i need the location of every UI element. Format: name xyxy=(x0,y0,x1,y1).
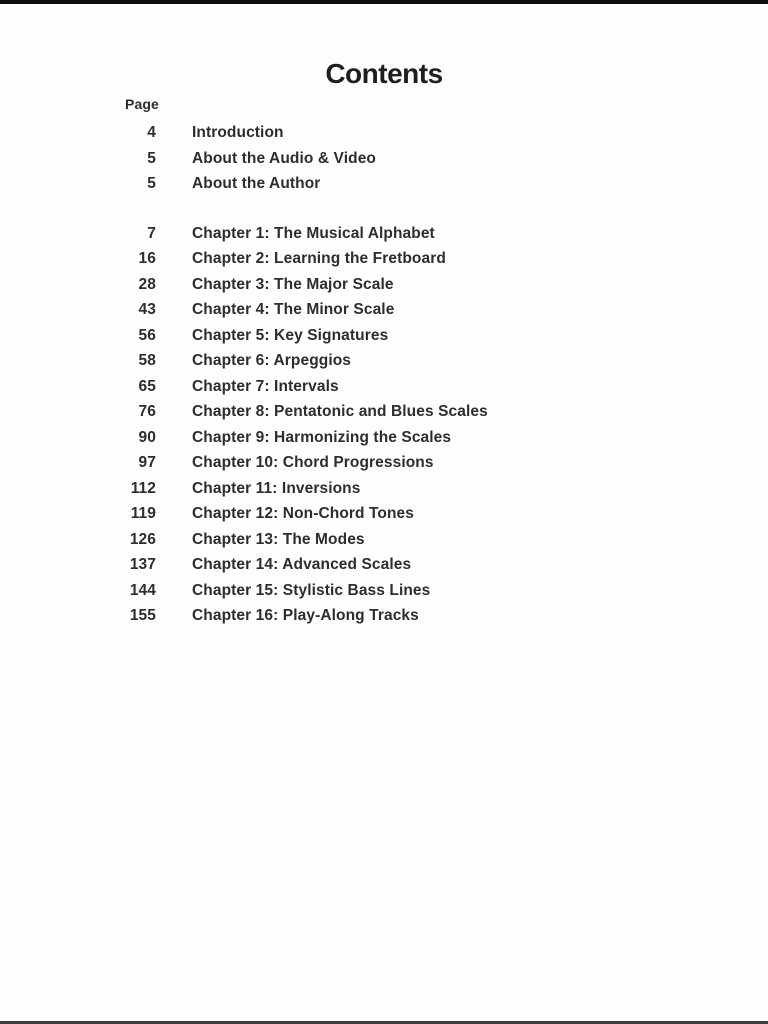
toc-entry xyxy=(96,374,488,400)
toc-entry-page-number: 43 xyxy=(138,301,156,318)
toc-entry-title: Chapter 5: Key Signatures xyxy=(192,326,389,344)
toc-entry xyxy=(96,501,488,527)
toc-entry-page-number: 4 xyxy=(147,124,156,141)
toc-entry xyxy=(96,221,488,247)
toc-entry-page-number: 119 xyxy=(130,505,156,522)
toc-entry-title: About the Audio & Video xyxy=(192,149,376,167)
toc-entry-page-number: 76 xyxy=(138,403,156,420)
toc-entry xyxy=(96,425,488,451)
toc-entry-page-number: 112 xyxy=(130,479,156,497)
front-matter-list xyxy=(96,120,488,197)
toc-entry-page-number: 16 xyxy=(138,250,156,267)
page-title: Contents xyxy=(325,57,443,89)
toc-entry-title: Chapter 4: The Minor Scale xyxy=(192,301,395,318)
toc-entry xyxy=(96,146,488,172)
toc-entry xyxy=(96,297,488,323)
toc-entry-title: Chapter 1: The Musical Alphabet xyxy=(192,224,435,242)
toc-entry-title: Chapter 2: Learning the Fretboard xyxy=(192,250,446,267)
toc-entry-title: Chapter 9: Harmonizing the Scales xyxy=(192,428,452,446)
scan-edge-top xyxy=(0,0,768,4)
toc-entry-title: Chapter 8: Pentatonic and Blues Scales xyxy=(192,403,488,420)
toc-entry xyxy=(96,323,488,349)
toc-entry-title: Chapter 16: Play-Along Tracks xyxy=(192,607,419,624)
toc-entry-title: Chapter 11: Inversions xyxy=(192,479,361,497)
toc-entry xyxy=(96,527,488,553)
toc-entry-page-number: 28 xyxy=(138,275,156,293)
toc-entry xyxy=(96,450,488,476)
toc-entry xyxy=(96,120,488,146)
toc-entry-page-number: 144 xyxy=(129,581,156,599)
chapter-list xyxy=(96,221,488,629)
toc-entry-title: Chapter 12: Non-Chord Tones xyxy=(192,505,415,522)
toc-entry xyxy=(96,272,488,298)
toc-entry-title: Chapter 15: Stylistic Bass Lines xyxy=(192,581,431,599)
toc-entry-title: Introduction xyxy=(192,124,284,141)
toc-entry-page-number: 58 xyxy=(138,352,156,369)
toc-entry xyxy=(96,603,488,629)
toc-entry-title: Chapter 3: The Major Scale xyxy=(192,275,394,293)
toc-entry-page-number: 56 xyxy=(138,326,156,344)
toc-entry-page-number: 97 xyxy=(138,454,156,471)
table-of-contents xyxy=(96,96,488,629)
toc-entry xyxy=(96,476,488,502)
toc-entry-page-number: 90 xyxy=(138,428,156,446)
toc-entry-title: Chapter 13: The Modes xyxy=(192,530,365,548)
toc-entry-page-number: 5 xyxy=(147,175,156,192)
section-gap xyxy=(96,197,488,221)
toc-entry-page-number: 7 xyxy=(147,224,156,242)
toc-entry-title: Chapter 10: Chord Progressions xyxy=(192,454,434,471)
toc-entry xyxy=(96,552,488,578)
toc-entry xyxy=(96,348,488,374)
toc-entry-page-number: 155 xyxy=(129,607,156,624)
page-column-header: Page xyxy=(125,96,159,112)
toc-entry xyxy=(96,246,488,272)
toc-entry xyxy=(96,399,488,425)
toc-entry-page-number: 5 xyxy=(147,149,156,167)
toc-entry xyxy=(96,578,488,604)
toc-entry xyxy=(96,171,488,197)
toc-entry-title: Chapter 7: Intervals xyxy=(192,377,339,395)
toc-entry-title: Chapter 6: Arpeggios xyxy=(192,352,352,369)
toc-entry-title: Chapter 14: Advanced Scales xyxy=(192,556,412,573)
toc-entry-page-number: 65 xyxy=(138,377,156,395)
toc-entry-page-number: 126 xyxy=(129,530,156,548)
toc-entry-page-number: 137 xyxy=(129,556,156,573)
toc-entry-title: About the Author xyxy=(192,175,321,192)
